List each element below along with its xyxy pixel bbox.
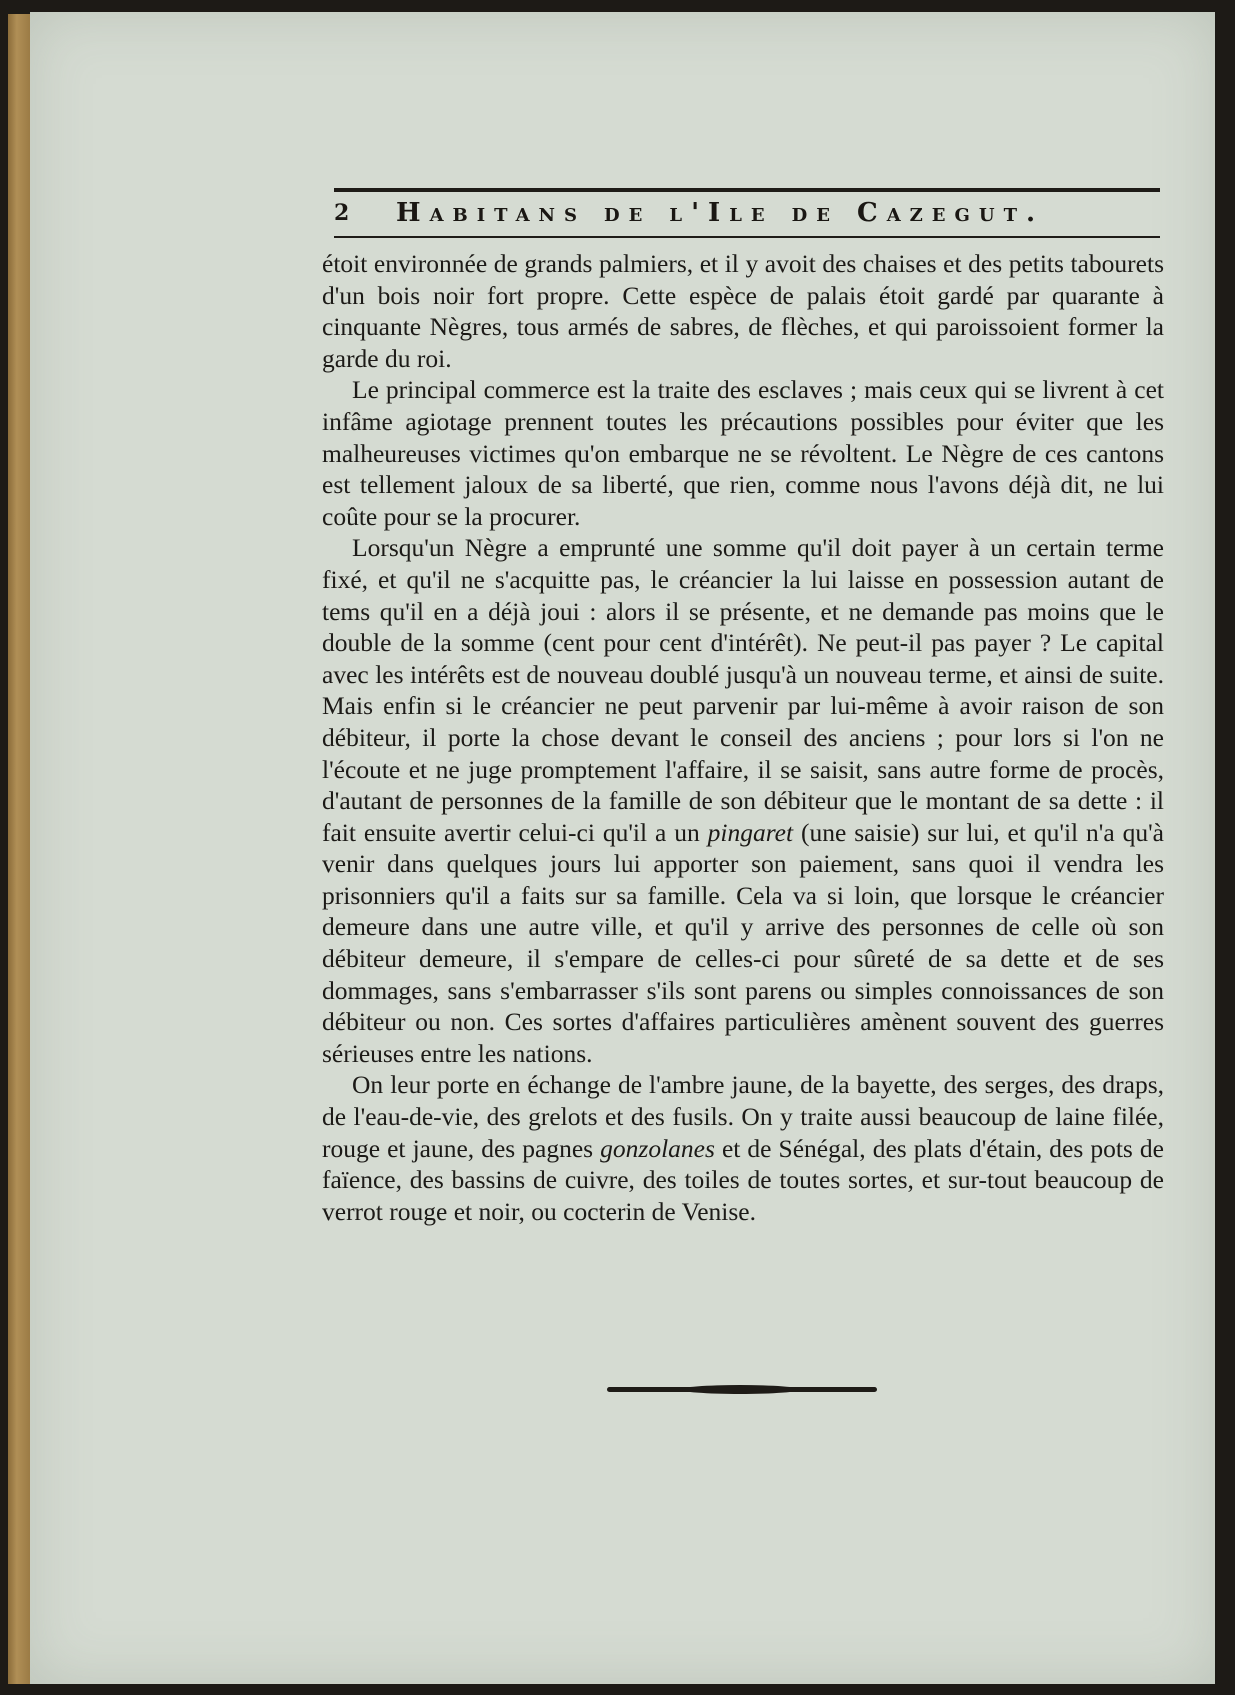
- paragraph-4-text-a: On leur porte en échange de l'ambre jaune, de la bayette, des serges, des draps, de l'eau-de-vie, des grelots et des fusils. On y traite aussi beaucoup de laine filée, rouge et jaune, des pagnes: [322, 1070, 1164, 1163]
- paragraph-3-italic-term: pingaret: [707, 817, 794, 847]
- end-ornament-swell: [680, 1385, 800, 1394]
- paragraph-3-text-b: (une saisie) sur lui, et qu'il n'a qu'à venir dans quelques jours lui apporter son paiement, sans quoi il vendra les prisonniers qu'il a faits sur sa famille. Cela va si loin, que lorsque le créancier demeure dans une autre ville, et qu'il y arrive des personnes de celle où son débiteur demeure, il s'empare de celles-ci pour sûreté de sa dette et de ses dommages, sans s'embarrasser s'ils sont parens ou simples connoissances de son débiteur ou non. Ces sortes d'affaires particulières amènent souvent des guerres sérieuses entre les nations.: [322, 817, 1164, 1068]
- page-number: 2: [334, 200, 350, 226]
- paragraph-2: Le principal commerce est la traite des esclaves ; mais ceux qui se livrent à cet infâme agiotage prennent toutes les précautions possibles pour éviter que les malheureuses victimes qu'on embarque ne se révoltent. Le Nègre de ces cantons est tellement jaloux de sa liberté, que rien, comme nous l'avons déjà dit, ne lui coûte pour se la procurer.: [322, 375, 1164, 531]
- paragraph-4-text-b: et de Sénégal, des plats d'étain, des pots de faïence, des bassins de cuivre, des toiles de toutes sortes, et sur-tout beaucoup de verrot rouge et noir, ou cocterin de Venise.: [322, 1133, 1164, 1226]
- paragraph-4: [322, 1069, 1164, 1227]
- book-page-edges: [8, 14, 30, 1684]
- header-rule-top: [334, 188, 1160, 192]
- paragraph-3: [322, 532, 1164, 1069]
- running-title: Habitans de l'Ile de Cazegut.: [396, 198, 1045, 228]
- paragraph-1: étoit environnée de grands palmiers, et il y avoit des chaises et des petits tabourets d'un bois noir fort propre. Cette espèce de palais étoit gardé par quarante à cinquante Nègres, tous armés de sabres, de flèches, et qui paroissoient former la garde du roi.: [322, 249, 1164, 373]
- paragraph-3-text-a: Lorsqu'un Nègre a emprunté une somme qu'il doit payer à un certain terme fixé, et qu'il ne s'acquitte pas, le créancier la lui laisse en possession autant de tems qu'il en a déjà joui : alors il se présente, et ne demande pas moins que le double de la somme (cent pour cent d'intérêt). Ne peut-il pas payer ? Le capital avec les intérêts est de nouveau doublé jusqu'à un nouveau terme, et ainsi de suite. Mais enfin si le créancier ne peut parvenir par lui-même à avoir raison de son débiteur, il porte la chose devant le conseil des anciens ; pour lors si l'on ne l'écoute et ne juge promptement l'affaire, il se saisit, sans autre forme de procès, d'autant de personnes de la famille de son débiteur que le montant de sa dette : il fait ensuite avertir celui-ci qu'il a un: [322, 533, 1164, 847]
- body-text: [322, 248, 1164, 1227]
- header-rule-bottom: [334, 236, 1160, 238]
- running-head: [334, 198, 1160, 232]
- paragraph-4-italic-term: gonzolanes: [600, 1133, 715, 1163]
